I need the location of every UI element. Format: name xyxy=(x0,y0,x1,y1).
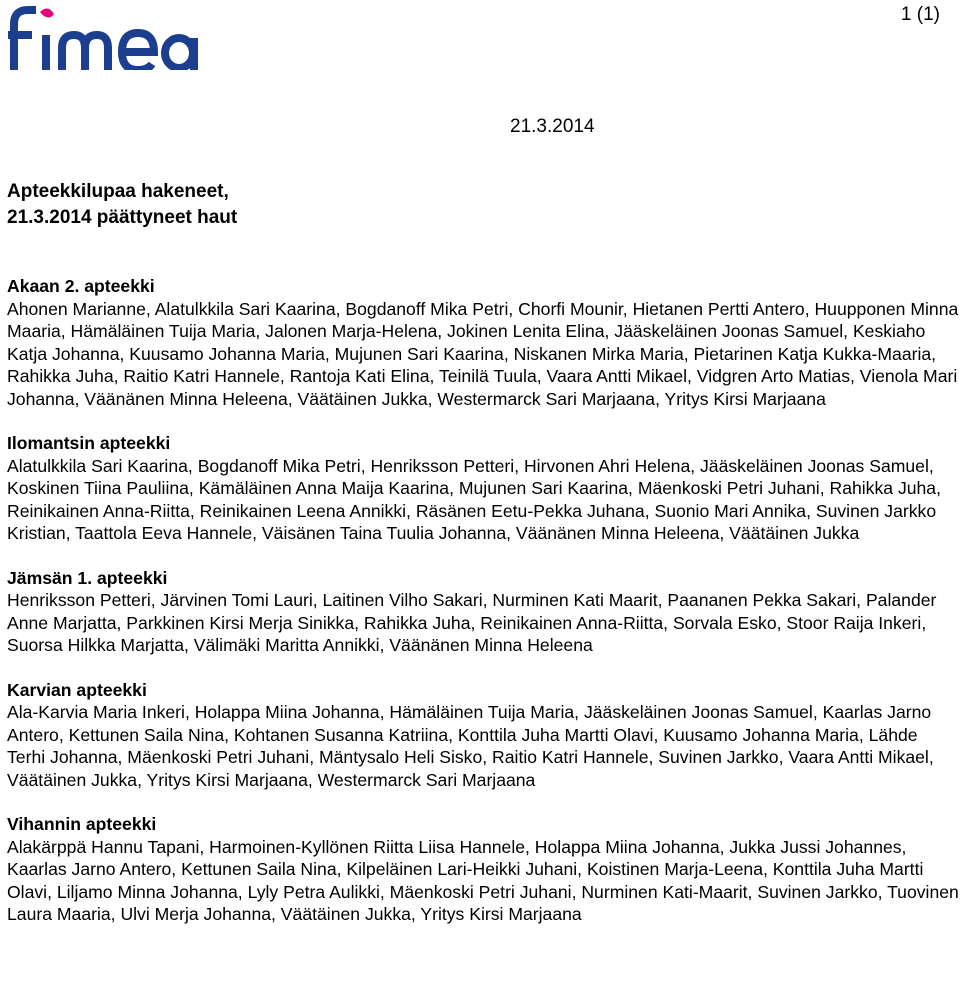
document-title xyxy=(7,179,237,231)
fimea-logo xyxy=(6,2,214,70)
document-date: 21.3.2014 xyxy=(510,116,595,137)
logo-accent-mark xyxy=(40,8,54,17)
section-vihanti xyxy=(7,813,959,926)
section-heading: Akaan 2. apteekki xyxy=(7,276,155,296)
applicant-list: Henriksson Petteri, Järvinen Tomi Lauri, Laitinen Vilho Sakari, Nurminen Kati Maarit, Paananen Pekka Sakari, Palander Anne Marjatta, Parkkinen Kirsi Merja Sinikka, Rahikka Juha, Reinikainen Anna-Riitta, Sorvala Esko, Stoor Raija Inkeri, Suorsa Hilkka Marjatta, Välimäki Maritta Annikki, Väänänen Minna Heleena xyxy=(7,590,937,655)
applicant-list: Ala-Karvia Maria Inkeri, Holappa Miina Johanna, Hämäläinen Tuija Maria, Jääskeläinen Joonas Samuel, Kaarlas Jarno Antero, Kettunen Saila Nina, Kohtanen Susanna Katriina, Konttila Juha Martti Olavi, Kuusamo Johanna Maria, Lähde Terhi Johanna, Mäenkoski Petri Juhani, Mäntysalo Heli Sisko, Raitio Katri Hannele, Suvinen Jarkko, Vaara Antti Mikael, Väätäinen Jukka, Yritys Kirsi Marjaana, Westermarck Sari Marjaana xyxy=(7,702,934,790)
section-karvia xyxy=(7,679,959,792)
title-line-1: Apteekkilupaa hakeneet, xyxy=(7,181,229,202)
title-line-2: 21.3.2014 päättyneet haut xyxy=(7,207,238,228)
applicant-list: Alatulkkila Sari Kaarina, Bogdanoff Mika Petri, Henriksson Petteri, Hirvonen Ahri Helena, Jääskeläinen Joonas Samuel, Koskinen Tiina Pauliina, Kämäläinen Anna Maija Kaarina, Mujunen Sari Kaarina, Mäenkoski Petri Juhani, Rahikka Juha, Reinikainen Anna-Riitta, Reinikainen Leena Annikki, Räsänen Eetu-Pekka Juhana, Suonio Mari Annika, Suvinen Jarkko Kristian, Taattola Eeva Hannele, Väisänen Taina Tuulia Johanna, Väänänen Minna Heleena, Väätäinen Jukka xyxy=(7,455,941,543)
section-ilomantsi xyxy=(7,432,959,545)
applicant-list: Ahonen Marianne, Alatulkkila Sari Kaarina, Bogdanoff Mika Petri, Chorfi Mounir, Hietanen Pertti Antero, Huupponen Minna Maaria, Hämäläinen Tuija Maria, Jalonen Marja-Helena, Jokinen Lenita Elina, Jääskeläinen Joonas Samuel, Keskiaho Katja Johanna, Kuusamo Johanna Maria, Mujunen Sari Kaarina, Niskanen Mirka Maria, Pietarinen Katja Kukka-Maaria, Rahikka Juha, Raitio Katri Hannele, Rantoja Kati Elina, Teinilä Tuula, Vaara Antti Mikael, Vidgren Arto Matias, Vienola Mari Johanna, Väänänen Minna Heleena, Väätäinen Jukka, Westermarck Sari Marjaana, Yritys Kirsi Marjaana xyxy=(7,298,959,409)
section-jamsa-1 xyxy=(7,567,959,657)
section-heading: Vihannin apteekki xyxy=(7,814,157,834)
applicant-list: Alakärppä Hannu Tapani, Harmoinen-Kyllönen Riitta Liisa Hannele, Holappa Miina Johanna, Jukka Jussi Johannes, Kaarlas Jarno Antero, Kettunen Saila Nina, Kilpeläinen Lari-Heikki Juhani, Koistinen Marja-Leena, Konttila Juha Martti Olavi, Liljamo Minna Johanna, Lyly Petra Aulikki, Mäenkoski Petri Juhani, Nurminen Kati-Maarit, Suvinen Jarkko, Tuovinen Laura Maaria, Ulvi Merja Johanna, Väätäinen Jukka, Yritys Kirsi Marjaana xyxy=(7,836,959,924)
section-heading: Ilomantsin apteekki xyxy=(7,433,171,453)
pharmacy-list xyxy=(7,275,959,948)
section-heading: Jämsän 1. apteekki xyxy=(7,567,168,588)
section-akaan-2 xyxy=(7,275,959,410)
page-number: 1 (1) xyxy=(900,4,940,25)
section-heading: Karvian apteekki xyxy=(7,679,147,700)
